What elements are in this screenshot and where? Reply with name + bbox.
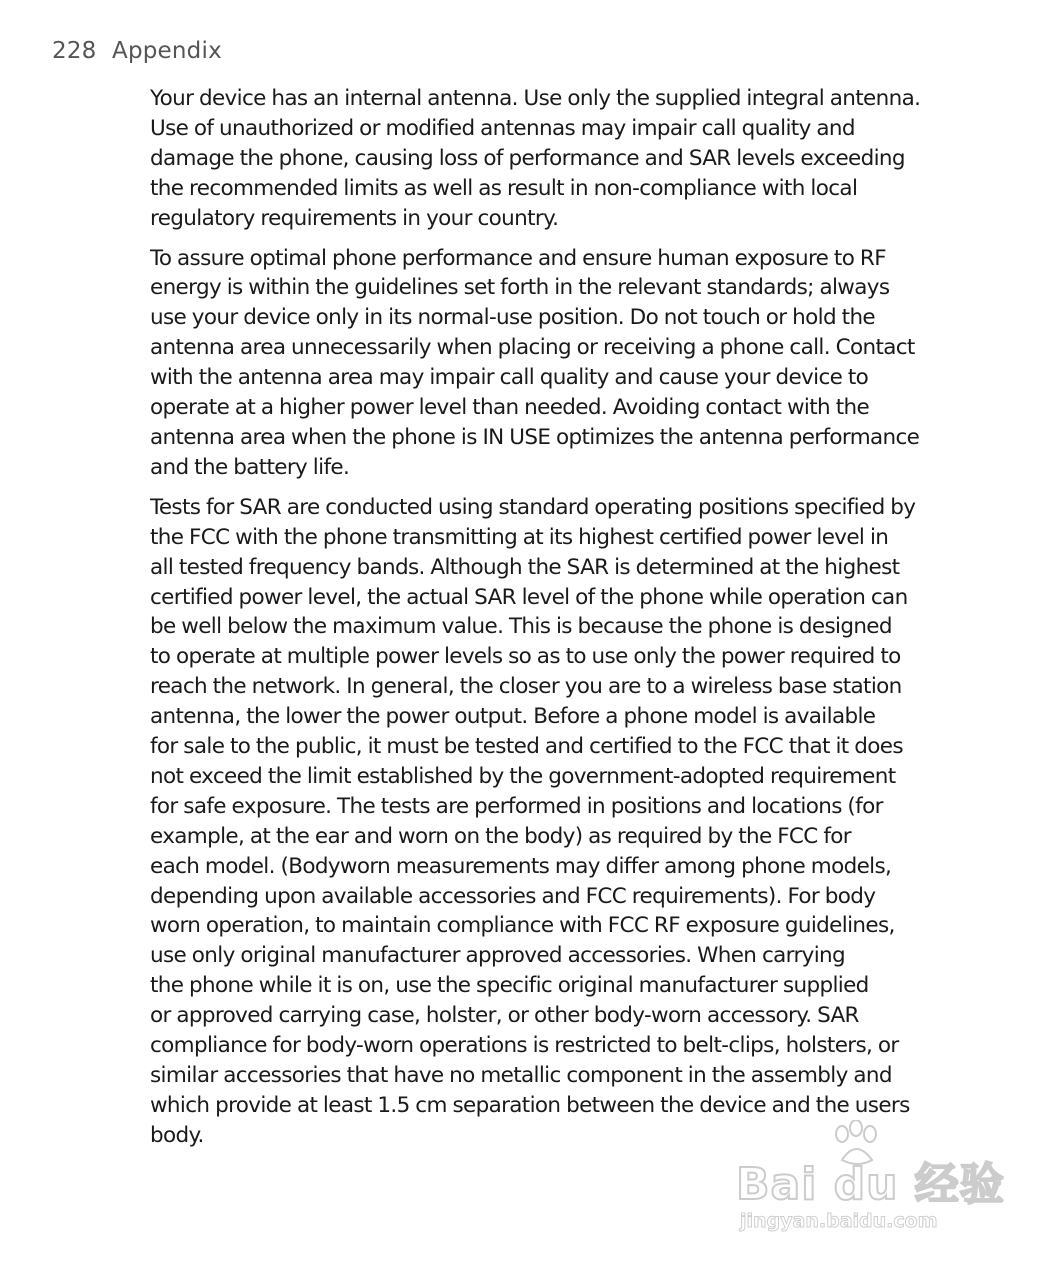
text-line: each model. (Bodyworn measurements may differ among phone models, (150, 853, 892, 879)
text-line: antenna area unnecessarily when placing or receiving a phone call. Contact (150, 335, 915, 361)
text-line: similar accessories that have no metallic component in the assembly and (150, 1063, 892, 1088)
text-line: antenna, the lower the power output. Before a phone model is available (150, 704, 876, 730)
text-line: operate at a higher power level than needed. Avoiding contact with the (150, 395, 870, 421)
text-line: depending upon available accessories and FCC requirements). For body (150, 883, 876, 909)
text-line: reach the network. In general, the closer you are to a wireless base station (150, 674, 902, 700)
text-line: be well below the maximum value. This is because the phone is designed (150, 614, 892, 640)
section-title: Appendix (112, 38, 222, 64)
paragraph-performance (150, 244, 950, 483)
text-line: to operate at multiple power levels so as to use only the power required to (150, 644, 901, 670)
text-line: the FCC with the phone transmitting at its highest certified power level in (150, 524, 889, 550)
watermark-url: jingyan.baidu.com (740, 1210, 938, 1232)
paragraph-sar-tests (150, 493, 950, 1151)
page-header (52, 38, 222, 64)
text-line: body. (150, 1122, 204, 1148)
text-line: all tested frequency bands. Although the SAR is determined at the highest (150, 554, 900, 580)
text-line: or approved carrying case, holster, or other body-worn accessory. SAR (150, 1003, 859, 1029)
text-line: use only original manufacturer approved accessories. When carrying (150, 943, 846, 969)
text-line: worn operation, to maintain compliance with FCC RF exposure guidelines, (150, 913, 895, 939)
text-line: and the battery life. (150, 454, 350, 480)
text-line: To assure optimal phone performance and ensure human exposure to RF (150, 245, 886, 271)
text-line: not exceed the limit established by the government-adopted requirement (150, 763, 896, 789)
text-line: regulatory requirements in your country. (150, 205, 559, 231)
text-line: for safe exposure. The tests are performed in positions and locations (for (150, 793, 883, 819)
text-line: which provide at least 1.5 cm separation between the device and the users (150, 1092, 910, 1118)
text-line: compliance for body-worn operations is restricted to belt-clips, holsters, or (150, 1033, 899, 1059)
text-line: for sale to the public, it must be tested and certified to the FCC that it does (150, 734, 903, 760)
text-line: the phone while it is on, use the specific original manufacturer supplied (150, 973, 869, 999)
text-line: energy is within the guidelines set forth in the relevant standards; always (150, 275, 890, 301)
text-line: antenna area when the phone is IN USE optimizes the antenna performance (150, 424, 920, 450)
text-line: example, at the ear and worn on the body) as required by the FCC for (150, 823, 851, 849)
text-line: with the antenna area may impair call quality and cause your device to (150, 365, 869, 391)
paragraph-antenna (150, 84, 950, 234)
text-line: certified power level, the actual SAR level of the phone while operation can (150, 584, 908, 610)
text-line: use your device only in its normal-use position. Do not touch or hold the (150, 305, 875, 331)
text-line: damage the phone, causing loss of performance and SAR levels exceeding (150, 145, 905, 171)
text-line: Your device has an internal antenna. Use only the supplied integral antenna. (150, 86, 921, 111)
page-number: 228 (52, 38, 97, 64)
baidu-watermark (736, 1120, 1005, 1240)
text-line: Use of unauthorized or modified antennas may impair call quality and (150, 115, 855, 141)
baidu-logo: Bai du 经验 (736, 1159, 1005, 1210)
body-text (150, 84, 950, 1161)
text-line: the recommended limits as well as result in non-compliance with local (150, 175, 858, 201)
text-line: Tests for SAR are conducted using standard operating positions specified by (150, 494, 916, 520)
